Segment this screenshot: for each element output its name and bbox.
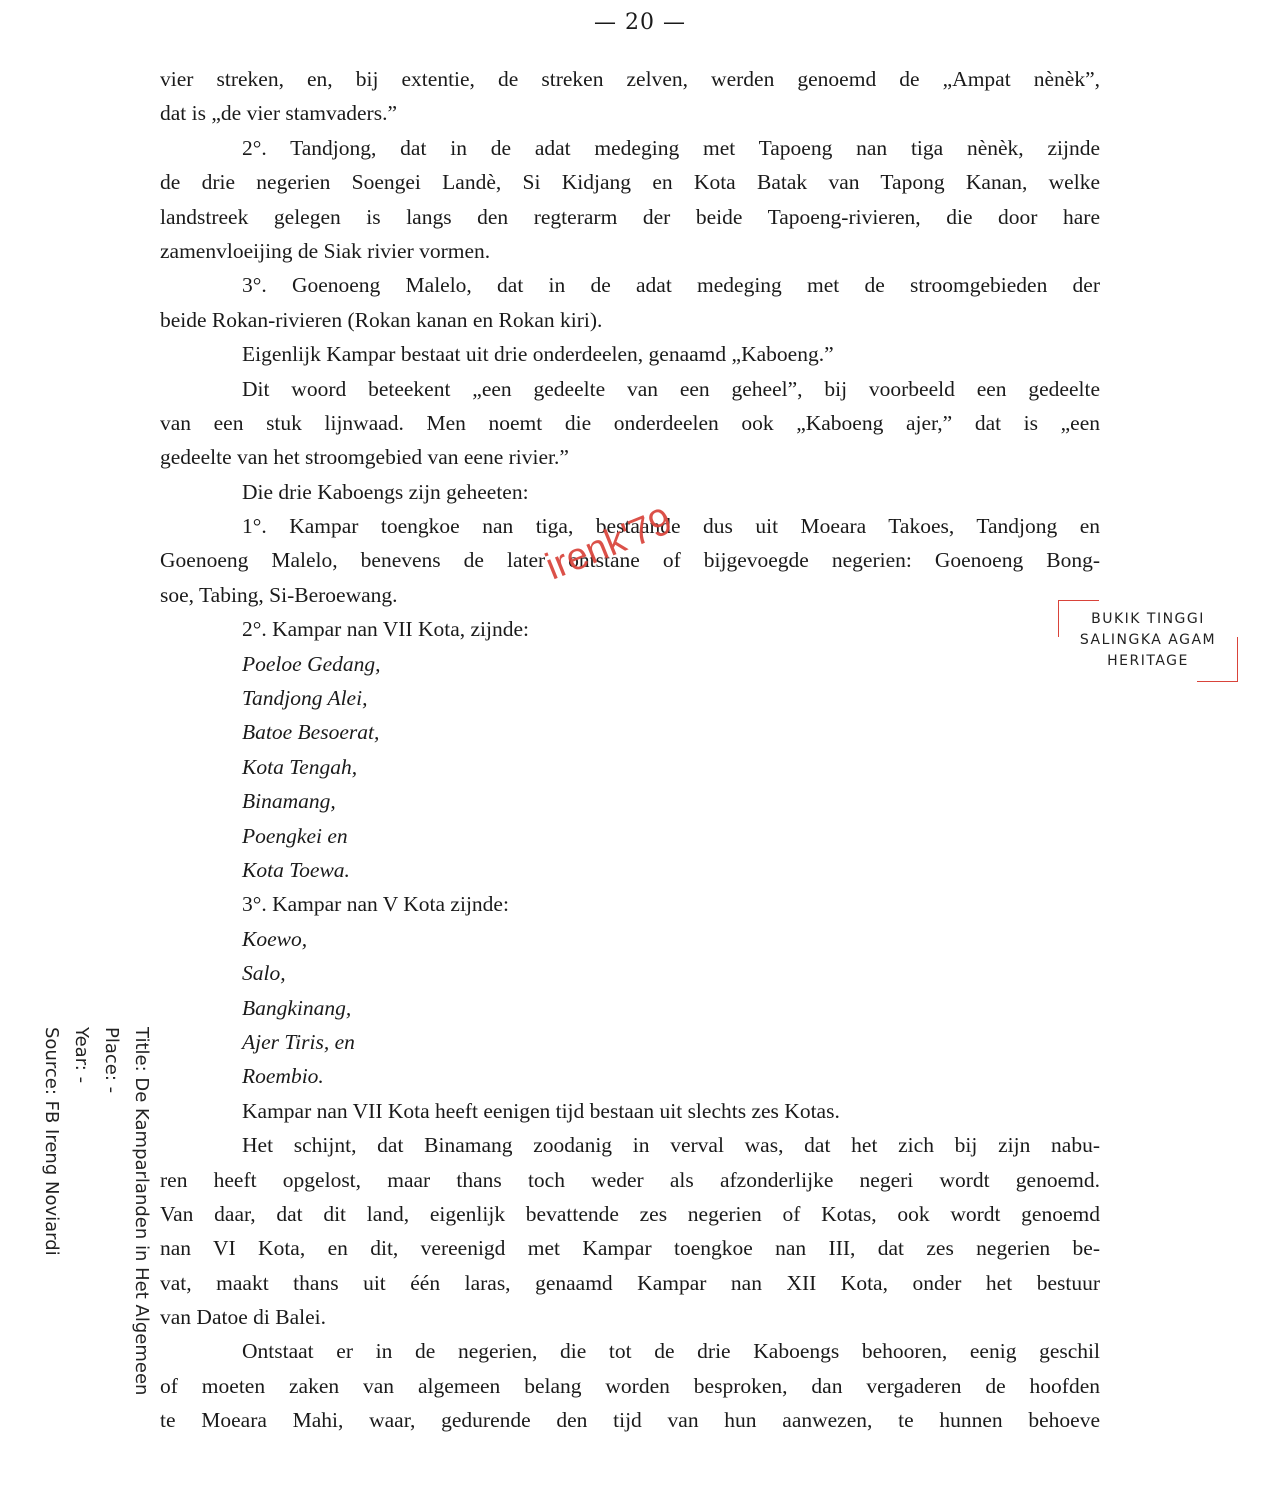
- text-line: Dit woord beteekent „een gedeelte van een geheel”, bij voorbeeld een gedeelte: [242, 376, 1100, 401]
- text-line: gedeelte van het stroomgebied van eene rivier.”: [160, 445, 569, 470]
- list-item: Ajer Tiris, en: [242, 1029, 355, 1054]
- text-line: de drie negerien Soengei Landè, Si Kidjang en Kota Batak van Tapong Kanan, welke: [160, 170, 1100, 195]
- text-line: nan VI Kota, en dit, vereenigd met Kampar toengkoe nan III, dat zes negerien be-: [160, 1236, 1100, 1261]
- logo-line: SALINGKA AGAM: [1079, 632, 1217, 648]
- text-line: vier streken, en, bij extentie, de streken zelven, werden genoemd de „Ampat nènèk”,: [160, 67, 1100, 91]
- logo-line: BUKIK TINGGI: [1091, 611, 1205, 627]
- text-line: 2°. Tandjong, dat in de adat medeging met Tapoeng nan tiga nènèk, zijnde: [242, 135, 1100, 160]
- text-line: zamenvloeijing de Siak rivier vormen.: [160, 238, 491, 263]
- caption-source: Source: FB Ireng Noviardi: [41, 1027, 62, 1256]
- list-item: Bangkinang,: [242, 995, 352, 1020]
- logo-text: [1058, 609, 1238, 672]
- logo-line: HERITAGE: [1107, 653, 1189, 669]
- text-line: 2°. Kampar nan VII Kota, zijnde:: [242, 617, 530, 642]
- list-item: Poeloe Gedang,: [242, 651, 381, 676]
- watermark: irenk'79: [539, 500, 678, 589]
- text-line: 1°. Kampar toengkoe nan tiga, bestaande dus uit Moeara Takoes, Tandjong en: [242, 514, 1100, 539]
- text-line: 3°. Goenoeng Malelo, dat in de adat medeging met de stroomgebieden der: [242, 273, 1100, 298]
- list-item: Koewo,: [242, 926, 308, 951]
- text-line: van een stuk lijnwaad. Men noemt die onderdeelen ook „Kaboeng ajer,” dat is „een: [160, 410, 1100, 435]
- page-number: — 20 —: [594, 10, 686, 35]
- list-item: Poengkei en: [242, 823, 348, 848]
- text-line: Van daar, dat dit land, eigenlijk bevattende zes negerien of Kotas, ook wordt genoemd: [160, 1201, 1100, 1226]
- text-line: landstreek gelegen is langs den regterarm der beide Tapoeng-rivieren, die door hare: [160, 204, 1100, 229]
- text-line: dat is „de vier stamvaders.”: [160, 101, 398, 126]
- heritage-logo: [1058, 600, 1238, 682]
- text-line: 3°. Kampar nan V Kota zijnde:: [242, 892, 509, 917]
- list-item: Salo,: [242, 961, 286, 986]
- text-line: soe, Tabing, Si-Beroewang.: [160, 582, 398, 607]
- list-item: Kota Toewa.: [242, 857, 350, 882]
- text-line: beide Rokan-rivieren (Rokan kanan en Rokan kiri).: [160, 307, 603, 332]
- text-line: ren heeft opgelost, maar thans toch weder als afzonderlijke negeri wordt genoemd.: [160, 1167, 1100, 1192]
- caption-year: Year: -: [71, 1027, 92, 1084]
- list-item: Kota Tengah,: [242, 754, 358, 779]
- caption-place: Place: -: [101, 1027, 122, 1094]
- text-line: of moeten zaken van algemeen belang worden besproken, dan vergaderen de hoofden: [160, 1373, 1100, 1398]
- caption-title: Title: De Kamparlanden in Het Algemeen: [131, 1027, 152, 1396]
- text-line: Die drie Kaboengs zijn geheeten:: [242, 479, 529, 504]
- text-line: Eigenlijk Kampar bestaat uit drie onderdeelen, genaamd „Kaboeng.”: [242, 342, 834, 367]
- text-line: te Moeara Mahi, waar, gedurende den tijd van hun aanwezen, te hunnen behoeve: [160, 1408, 1100, 1433]
- text-line: vat, maakt thans uit één laras, genaamd Kampar nan XII Kota, onder het bestuur: [160, 1270, 1100, 1295]
- body-text: [160, 62, 1100, 1438]
- text-line: Kampar nan VII Kota heeft eenigen tijd bestaan uit slechts zes Kotas.: [242, 1098, 840, 1123]
- list-item: Tandjong Alei,: [242, 686, 368, 711]
- list-item: Roembio.: [242, 1064, 324, 1089]
- text-line: van Datoe di Balei.: [160, 1305, 326, 1330]
- list-item: Binamang,: [242, 789, 336, 814]
- text-line: Ontstaat er in de negerien, die tot de drie Kaboengs behooren, eenig geschil: [242, 1339, 1100, 1364]
- text-line: Het schijnt, dat Binamang zoodanig in verval was, dat het zich bij zijn nabu-: [242, 1133, 1100, 1158]
- text-line: Goenoeng Malelo, benevens de later ontstane of bijgevoegde negerien: Goenoeng Bong-: [160, 548, 1100, 573]
- list-item: Batoe Besoerat,: [242, 720, 380, 745]
